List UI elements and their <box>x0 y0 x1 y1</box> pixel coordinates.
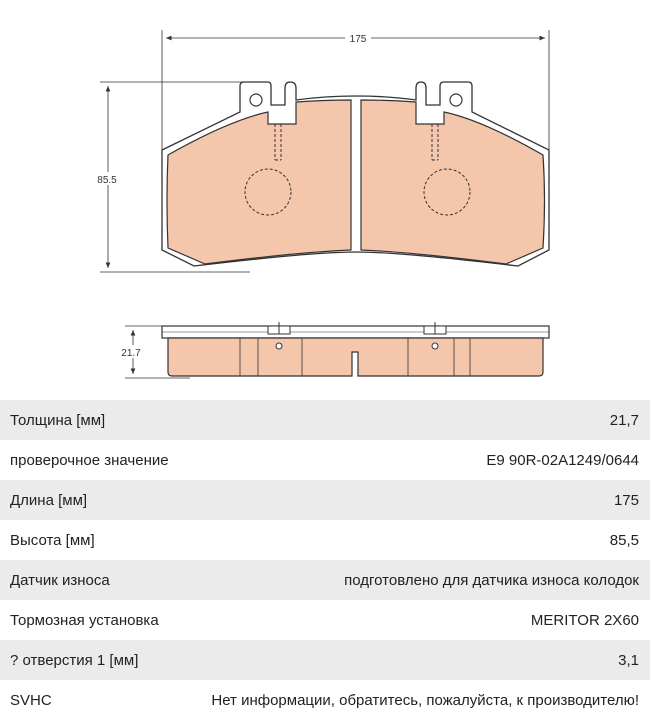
spec-row-length <box>0 480 650 520</box>
spec-key: Тормозная установка <box>10 611 159 629</box>
spec-row-hole-diameter <box>0 640 650 680</box>
mounting-hole-left <box>250 94 262 106</box>
side-view <box>162 322 549 376</box>
spec-key: Датчик износа <box>10 571 110 589</box>
spec-key: Высота [мм] <box>10 531 95 549</box>
spec-value: Нет информации, обратитесь, пожалуйста, к производителю! <box>211 691 639 709</box>
spec-value: E9 90R-02A1249/0644 <box>486 451 639 469</box>
spec-row-thickness <box>0 400 650 440</box>
friction-pad-left <box>167 100 351 264</box>
spec-row-svhc <box>0 680 650 720</box>
spec-value: 85,5 <box>609 531 639 549</box>
mounting-hole-right <box>450 94 462 106</box>
side-friction-layer <box>168 338 543 376</box>
spec-key: Длина [мм] <box>10 491 88 509</box>
spec-row-wear-sensor <box>0 560 650 600</box>
spec-key: ? отверстия 1 [мм] <box>10 651 139 669</box>
length-dimension-label: 175 <box>349 34 367 45</box>
spec-key: Толщина [мм] <box>10 411 106 429</box>
spec-row-approval <box>0 440 650 480</box>
thickness-dimension-label: 21.7 <box>121 348 141 359</box>
spec-row-height <box>0 520 650 560</box>
spec-value: MERITOR 2X60 <box>530 611 639 629</box>
spec-value: 175 <box>613 491 639 509</box>
spec-key: SVHC <box>10 691 52 709</box>
spec-value: подготовлено для датчика износа колодок <box>344 571 639 589</box>
friction-pad-right <box>361 100 545 264</box>
spec-table <box>0 400 650 720</box>
height-dimension-label: 85.5 <box>97 175 117 186</box>
spec-row-brake-system <box>0 600 650 640</box>
spec-value: 3,1 <box>618 651 639 669</box>
spec-value: 21,7 <box>609 411 639 429</box>
spec-key: проверочное значение <box>10 451 169 469</box>
